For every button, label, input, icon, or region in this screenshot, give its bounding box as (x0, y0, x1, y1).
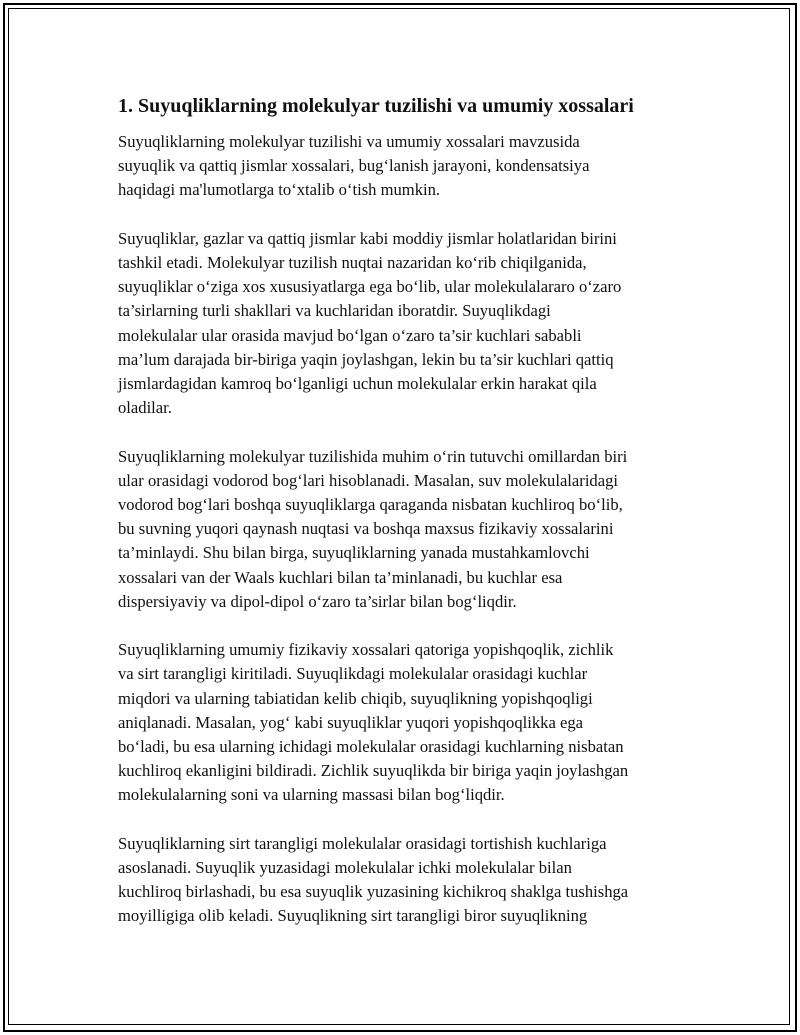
paragraph-line: va sirt tarangligi kiritiladi. Suyuqlikdagi molekulalar orasidagi kuchlar (118, 664, 588, 684)
paragraph (118, 130, 688, 203)
paragraph-line: asoslanadi. Suyuqlik yuzasidagi molekulalar ichki molekulalar bilan (118, 858, 572, 878)
section-title: 1. Suyuqliklarning molekulyar tuzilishi va umumiy xossalari (118, 95, 634, 117)
paragraph-line: kuchliroq ekanligini bildiradi. Zichlik suyuqlikda bir biriga yaqin joylashgan (118, 761, 629, 781)
paragraph-line: moyilligiga olib keladi. Suyuqlikning sirt tarangligi biror suyuqlikning (118, 906, 588, 926)
paragraph-line: Suyuqliklarning sirt tarangligi molekulalar orasidagi tortishish kuchlariga (118, 833, 607, 853)
document-body (118, 92, 688, 953)
paragraph-list (118, 130, 688, 929)
paragraph-line: Suyuqliklarning molekulyar tuzilishida muhim o‘rin tutuvchi omillardan biri (118, 446, 628, 466)
paragraph-line: molekulalar ular orasida mavjud bo‘lgan o‘zaro ta’sir kuchlari sababli (118, 325, 582, 345)
paragraph-line: vodorod bog‘lari boshqa suyuqliklarga qaraganda nisbatan kuchliroq bo‘lib, (118, 495, 623, 515)
paragraph-line: dispersiyaviy va dipol-dipol o‘zaro ta’sirlar bilan bog‘liqdir. (118, 591, 517, 611)
paragraph-line: kuchliroq birlashadi, bu esa suyuqlik yuzasining kichikroq shaklga tushishga (118, 882, 629, 902)
paragraph-line: ta’minlaydi. Shu bilan birga, suyuqliklarning yanada mustahkamlovchi (118, 543, 590, 563)
paragraph-line: Suyuqliklarning umumiy fizikaviy xossalari qatoriga yopishqoqlik, zichlik (118, 640, 614, 660)
paragraph (118, 638, 688, 807)
paragraph (118, 832, 688, 929)
paragraph-line: jismlardagidan kamroq bo‘lganligi uchun molekulalar erkin harakat qila (118, 374, 597, 394)
paragraph-line: tashkil etadi. Molekulyar tuzilish nuqtai nazaridan ko‘rib chiqilganida, (118, 253, 587, 272)
paragraph-line: oladilar. (118, 398, 172, 418)
paragraph-line: bu suvning yuqori qaynash nuqtasi va boshqa maxsus fizikaviy xossalarini (118, 519, 614, 539)
paragraph-line: ular orasidagi vodorod bog‘lari hisoblanadi. Masalan, suv molekulalaridagi (118, 470, 618, 490)
paragraph-line: miqdori va ularning tabiatidan kelib chiqib, suyuqlikning yopishqoqligi (118, 688, 593, 708)
paragraph-line: ma’lum darajada bir-biriga yaqin joylashgan, lekin bu ta’sir kuchlari qattiq (118, 349, 614, 369)
paragraph-line: ta’sirlarning turli shakllari va kuchlaridan iboratdir. Suyuqlikdagi (118, 301, 551, 321)
paragraph-line: Suyuqliklarning molekulyar tuzilishi va umumiy xossalari mavzusida (118, 132, 580, 151)
paragraph-line: xossalari van der Waals kuchlari bilan ta’minlanadi, bu kuchlar esa (118, 567, 563, 587)
paragraph-line: Suyuqliklar, gazlar va qattiq jismlar kabi moddiy jismlar holatlaridan birini (118, 228, 617, 248)
paragraph-line: aniqlanadi. Masalan, yog‘ kabi suyuqliklar yuqori yopishqoqlikka ega (118, 712, 583, 732)
paragraph-line: suyuqlik va qattiq jismlar xossalari, bug‘lanish jarayoni, kondensatsiya (118, 156, 590, 176)
paragraph-line: haqidagi ma'lumotlarga to‘xtalib o‘tish mumkin. (118, 180, 441, 200)
paragraph (118, 445, 688, 614)
paragraph-line: bo‘ladi, bu esa ularning ichidagi molekulalar orasidagi kuchlarning nisbatan (118, 737, 624, 757)
paragraph-line: molekulalarning soni va ularning massasi bilan bog‘liqdir. (118, 785, 505, 805)
paragraph (118, 227, 688, 421)
paragraph-line: suyuqliklar o‘ziga xos xususiyatlarga ega bo‘lib, ular molekulalararo o‘zaro (118, 277, 622, 297)
